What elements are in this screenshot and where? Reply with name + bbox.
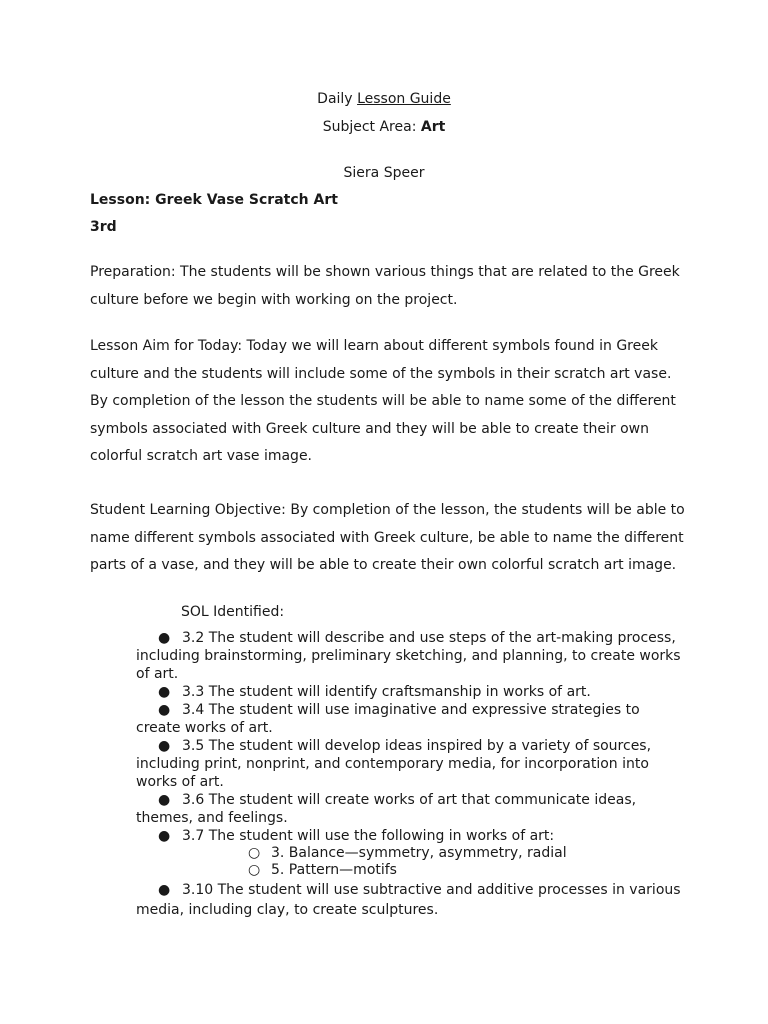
paragraph-line: culture and the students will include some of the symbols in their scratch art vase. (90, 365, 672, 382)
preparation-paragraph (90, 259, 690, 314)
sol-sub-item-text: 3. Balance—symmetry, asymmetry, radial (271, 845, 567, 861)
circle-bullet-icon: ○ (248, 861, 261, 878)
paragraph-line: By completion of the lesson the students will be able to name some of the different (90, 393, 676, 409)
sol-item-text: 3.5 The student will develop ideas inspired by a variety of sources, (182, 738, 652, 754)
sol-sub-item-balance (136, 845, 696, 862)
bullet-icon: ● (158, 684, 171, 700)
sol-item-3-7 (136, 827, 696, 878)
sol-item-text: including brainstorming, preliminary sketching, and planning, to create works (136, 648, 681, 664)
bullet-icon: ● (158, 828, 171, 844)
sol-item-text: themes, and feelings. (136, 810, 288, 826)
sol-item-text: create works of art. (136, 720, 273, 736)
bullet-icon: ● (158, 882, 171, 898)
subject-label: Subject Area: (322, 119, 417, 135)
sol-item-text: of art. (136, 666, 179, 682)
sol-item-text: 3.7 The student will use the following in works of art: (182, 828, 555, 844)
sol-list (136, 629, 696, 920)
title-underlined: Lesson Guide (357, 91, 451, 107)
paragraph-line: culture before we begin with working on the project. (90, 291, 458, 308)
sol-sub-item-text: 5. Pattern—motifs (271, 861, 397, 878)
author-name: Siera Speer (343, 165, 425, 181)
sol-item-text: 3.6 The student will create works of art that communicate ideas, (182, 792, 637, 808)
document-title (0, 91, 768, 107)
sol-item-3-3 (136, 683, 696, 701)
paragraph-line: name different symbols associated with Greek culture, be able to name the different (90, 529, 684, 546)
sol-item-text: including print, nonprint, and contemporary media, for incorporation into (136, 756, 649, 772)
subject-value: Art (420, 119, 446, 135)
sol-item-3-5 (136, 737, 696, 791)
sol-item-3-10 (136, 880, 696, 920)
sol-sub-item-pattern (136, 862, 696, 879)
bullet-icon: ● (158, 630, 171, 646)
sol-heading: SOL Identified: (181, 604, 285, 620)
sol-item-text: 3.10 The student will use subtractive and additive processes in various (182, 882, 681, 898)
bullet-icon: ● (158, 738, 171, 754)
sol-item-text: 3.4 The student will use imaginative and expressive strategies to (182, 702, 640, 718)
paragraph-line: colorful scratch art vase image. (90, 448, 313, 464)
subject-area (0, 119, 768, 135)
paragraph-line: Lesson Aim for Today: Today we will learn about different symbols found in Greek (90, 338, 658, 354)
sol-item-text: media, including clay, to create sculptures. (136, 902, 439, 918)
paragraph-line: Preparation: The students will be shown various things that are related to the Greek (90, 264, 680, 280)
sol-item-3-4 (136, 701, 696, 737)
sol-item-text: works of art. (136, 774, 224, 790)
paragraph-line: Student Learning Objective: By completion of the lesson, the students will be able to (90, 502, 685, 518)
bullet-icon: ● (158, 702, 171, 718)
lesson-grade: 3rd (90, 219, 117, 235)
circle-bullet-icon: ○ (248, 845, 261, 861)
bullet-icon: ● (158, 792, 171, 808)
objective-paragraph (90, 497, 690, 580)
lesson-title: Lesson: Greek Vase Scratch Art (90, 192, 338, 208)
sol-item-3-6 (136, 791, 696, 827)
sol-item-text: 3.2 The student will describe and use steps of the art-making process, (182, 630, 676, 646)
sol-item-3-2 (136, 629, 696, 683)
paragraph-line: parts of a vase, and they will be able to create their own colorful scratch art image. (90, 557, 677, 573)
paragraph-line: symbols associated with Greek culture and they will be able to create their own (90, 420, 650, 437)
sol-item-text: 3.3 The student will identify craftsmanship in works of art. (182, 684, 591, 700)
lesson-aim-paragraph (90, 333, 690, 471)
title-prefix: Daily (317, 91, 353, 107)
